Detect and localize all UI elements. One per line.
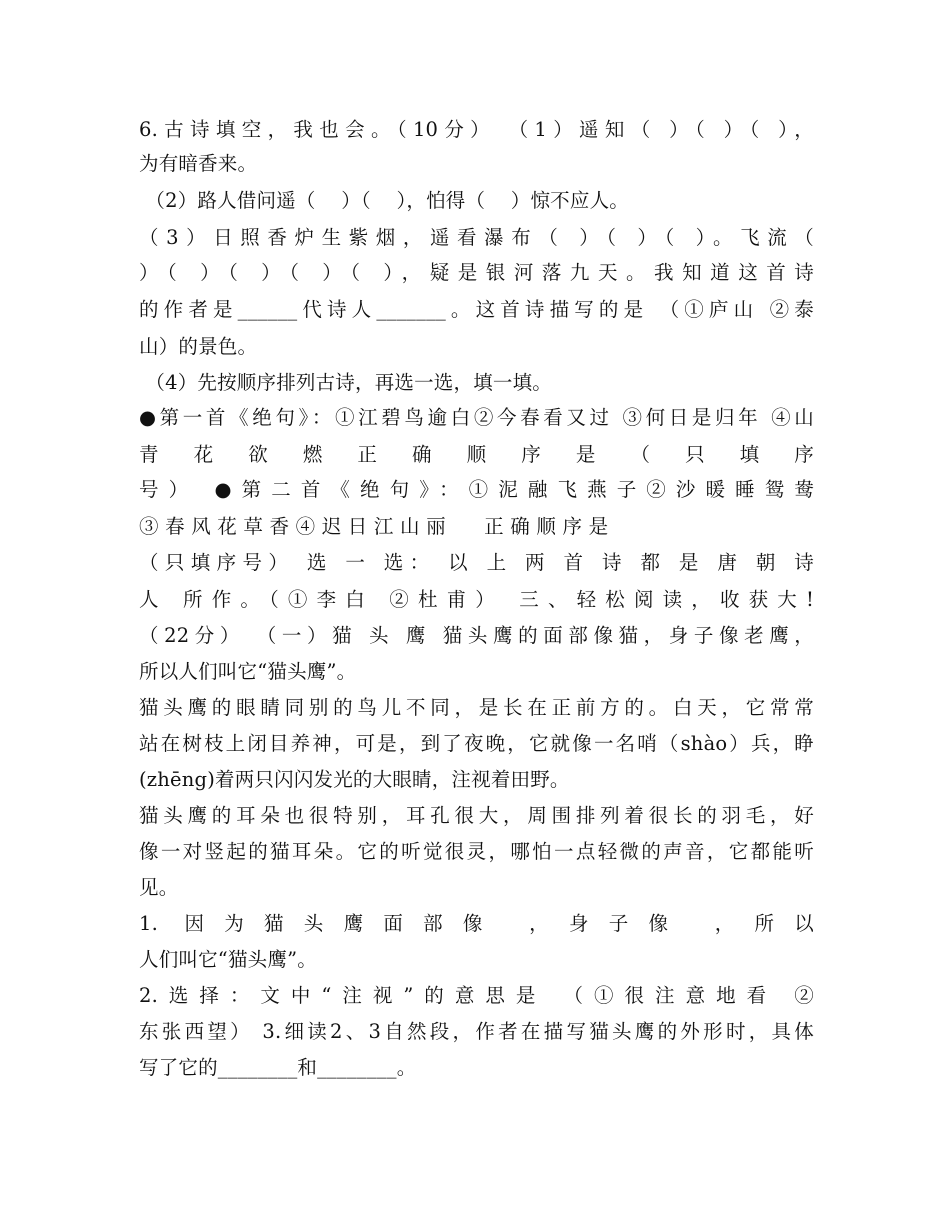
text-line: 2.选择：文中“注视”的意思是 （①很注意地看 ②	[139, 984, 814, 1007]
text-line: 站在树枝上闭目养神，可是，到了夜晚，它就像一名哨（shào）兵，睁	[139, 732, 814, 755]
text-line: 青 花 欲 燃 正 确 顺 序 是 （ 只 填 序	[139, 443, 814, 466]
text-line: (zhēng)着两只闪闪发光的大眼睛，注视着田野。	[139, 768, 570, 791]
text-line: ）（ ）（ ）（ ）（ ），疑是银河落九天。我知道这首诗	[139, 261, 814, 284]
text-line: 6.古诗填空，我也会。（10分） （1）遥知（ ）（ ）（ ），	[139, 118, 814, 141]
text-line: 东张西望） 3.细读2、3自然段，作者在描写猫头鹰的外形时，具体	[139, 1020, 814, 1043]
text-line: 1. 因为猫头鹰面部像 ，身子像 ，所以	[139, 912, 814, 935]
text-line: （3）日照香炉生紫烟，遥看瀑布（ ）（ ）（ ）。飞流（	[139, 226, 814, 249]
text-line: 写了它的________和________。	[139, 1056, 417, 1079]
text-line: 的作者是______代诗人_______。这首诗描写的是 （①庐山 ②泰	[139, 298, 814, 321]
text-line: ③ 春 风 花 草 香 ④ 迟 日 江 山 丽 正 确 顺 序 是	[139, 515, 609, 538]
text-line: 人们叫它“猫头鹰”。	[139, 948, 317, 971]
text-line: （只填序号） 选 一 选： 以 上 两 首 诗 都 是 唐 朝 诗	[139, 551, 814, 574]
text-line: （2）路人借问遥（ ）（ ），怕得（ ）惊不应人。	[139, 189, 629, 212]
text-line: ●第一首《绝句》：①江碧鸟逾白②今春看又过 ③何日是归年 ④山	[139, 406, 814, 429]
text-line: （4）先按顺序排列古诗，再选一选，填一填。	[139, 371, 553, 394]
text-line: 人 所作。（①李白 ②杜甫） 三、轻松阅读，收获大!	[139, 588, 814, 611]
text-line: 所以人们叫它“猫头鹰”。	[139, 660, 357, 683]
text-line: 像一对竖起的猫耳朵。它的听觉很灵，哪怕一点轻微的声音，它都能听	[139, 840, 814, 863]
text-line: 号） ●第二首《绝句》：①泥融飞燕子②沙暖睡鸳鸯	[139, 478, 814, 501]
text-line: （22分） （一）猫 头 鹰 猫头鹰的面部像猫，身子像老鹰，	[139, 624, 814, 647]
text-line: 见。	[139, 876, 179, 899]
text-line: 为有暗香来。	[139, 152, 258, 175]
text-line: 山）的景色。	[139, 335, 258, 358]
text-line: 猫头鹰的眼睛同别的鸟儿不同，是长在正前方的。白天，它常常	[139, 696, 814, 719]
text-line: 猫头鹰的耳朵也很特别，耳孔很大，周围排列着很长的羽毛，好	[139, 804, 814, 827]
